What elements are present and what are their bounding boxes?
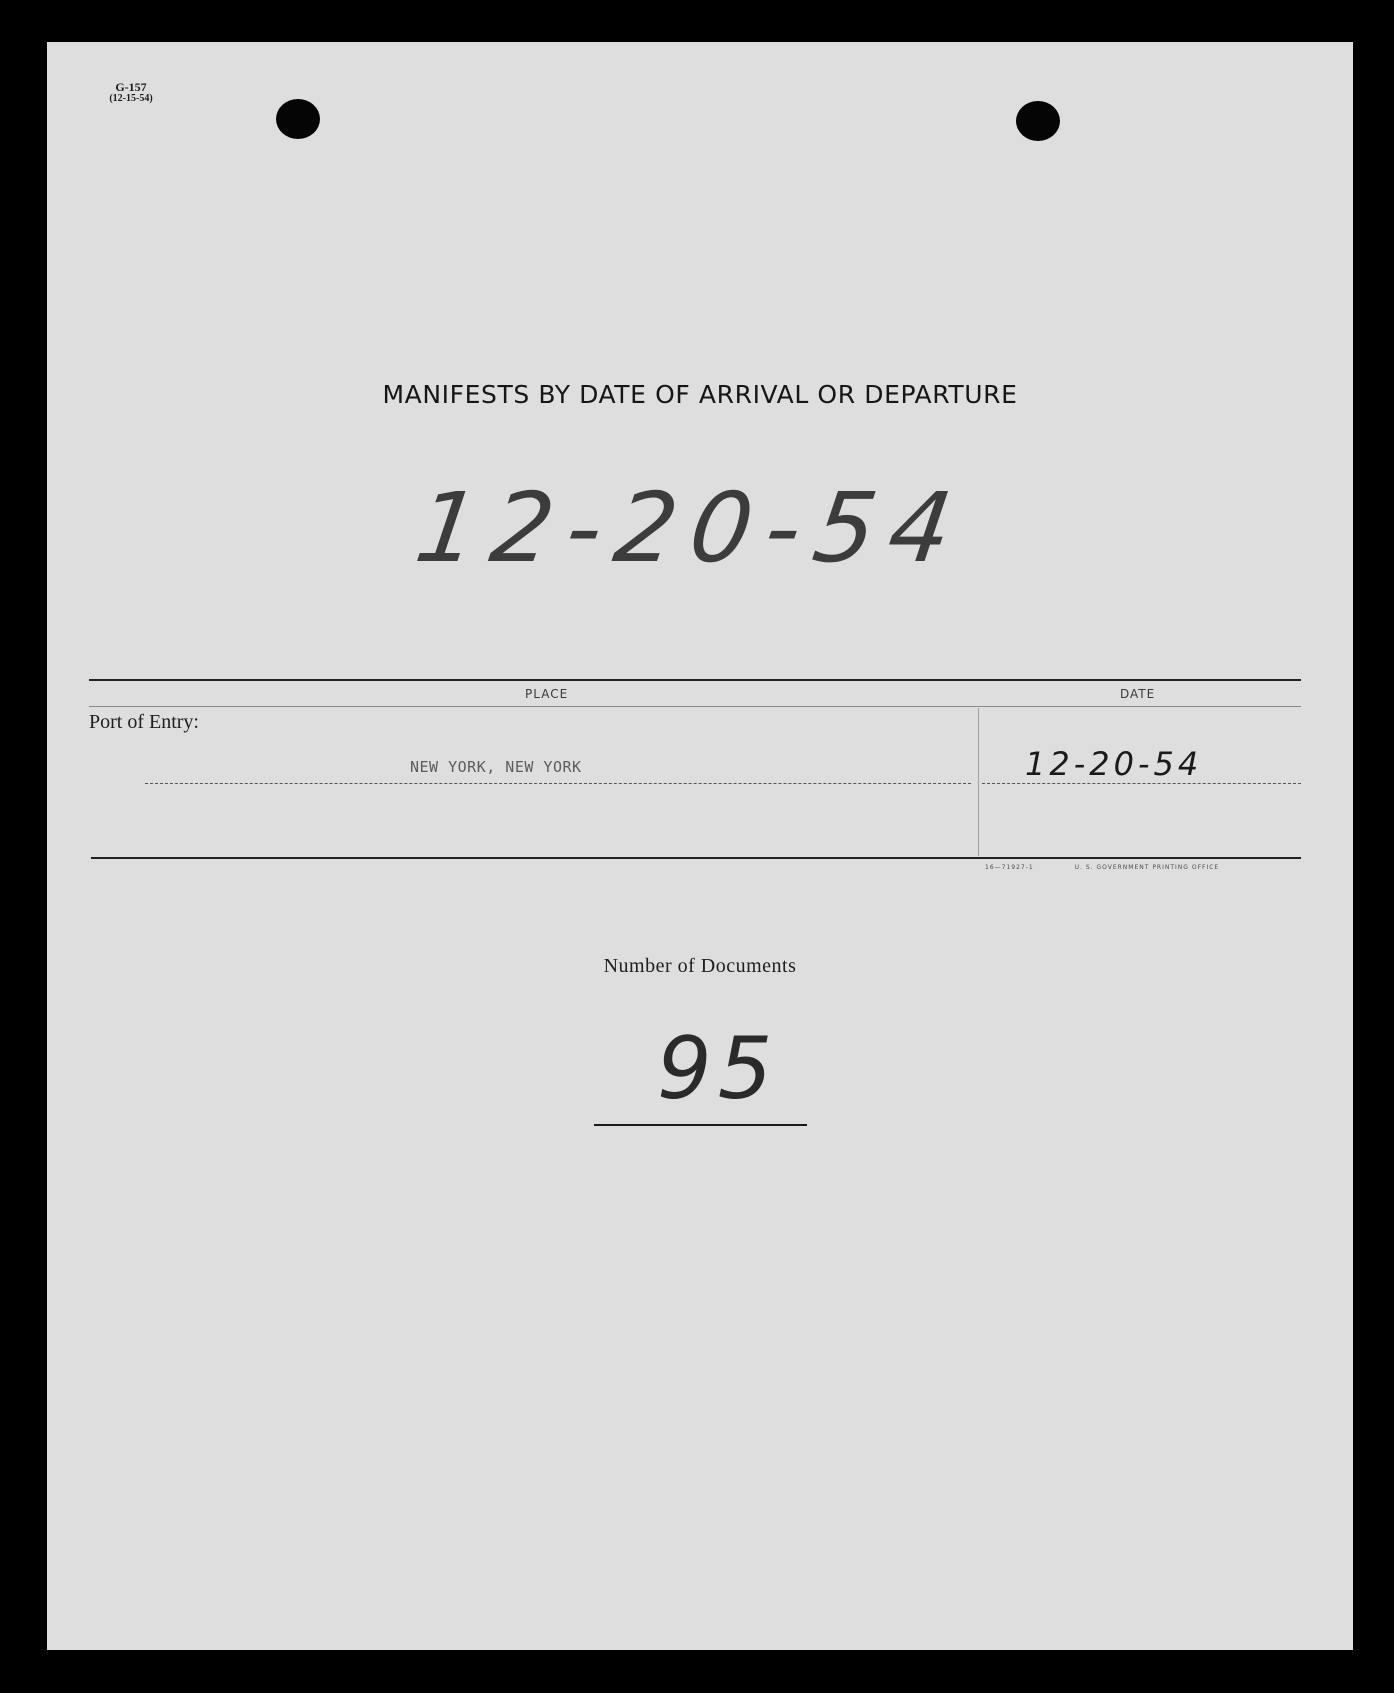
port-of-entry-date: 12-20-54 bbox=[1025, 745, 1203, 783]
date-column-header: DATE bbox=[1120, 687, 1156, 701]
printer-name: U. S. GOVERNMENT PRINTING OFFICE bbox=[1074, 864, 1220, 871]
number-of-documents-label: Number of Documents bbox=[603, 955, 797, 977]
port-of-entry-place: NEW YORK, NEW YORK bbox=[410, 758, 582, 776]
document-count: 95 bbox=[657, 1019, 779, 1119]
form-code: G-157 bbox=[115, 80, 147, 94]
form-code-block bbox=[91, 82, 171, 104]
place-dotted-line bbox=[145, 783, 971, 784]
table-header-rule bbox=[89, 706, 1301, 707]
punch-hole-left bbox=[276, 99, 320, 139]
form-revision: (12-15-54) bbox=[109, 93, 153, 104]
place-column-header: PLACE bbox=[525, 687, 569, 701]
table-bottom-rule bbox=[91, 857, 1301, 859]
port-of-entry-label: Port of Entry: bbox=[89, 711, 199, 733]
document-count-underline bbox=[594, 1124, 807, 1126]
handwritten-date: 12-20-54 bbox=[409, 472, 973, 584]
printing-office-imprint bbox=[985, 864, 1219, 871]
page-title: MANIFESTS BY DATE OF ARRIVAL OR DEPARTURE bbox=[382, 380, 1018, 409]
punch-hole-right bbox=[1016, 101, 1060, 141]
form-sheet bbox=[47, 42, 1353, 1650]
column-divider bbox=[978, 708, 979, 856]
date-dotted-line bbox=[982, 783, 1301, 784]
print-code: 16—71927-1 bbox=[985, 864, 1034, 871]
table-top-rule bbox=[89, 679, 1301, 681]
